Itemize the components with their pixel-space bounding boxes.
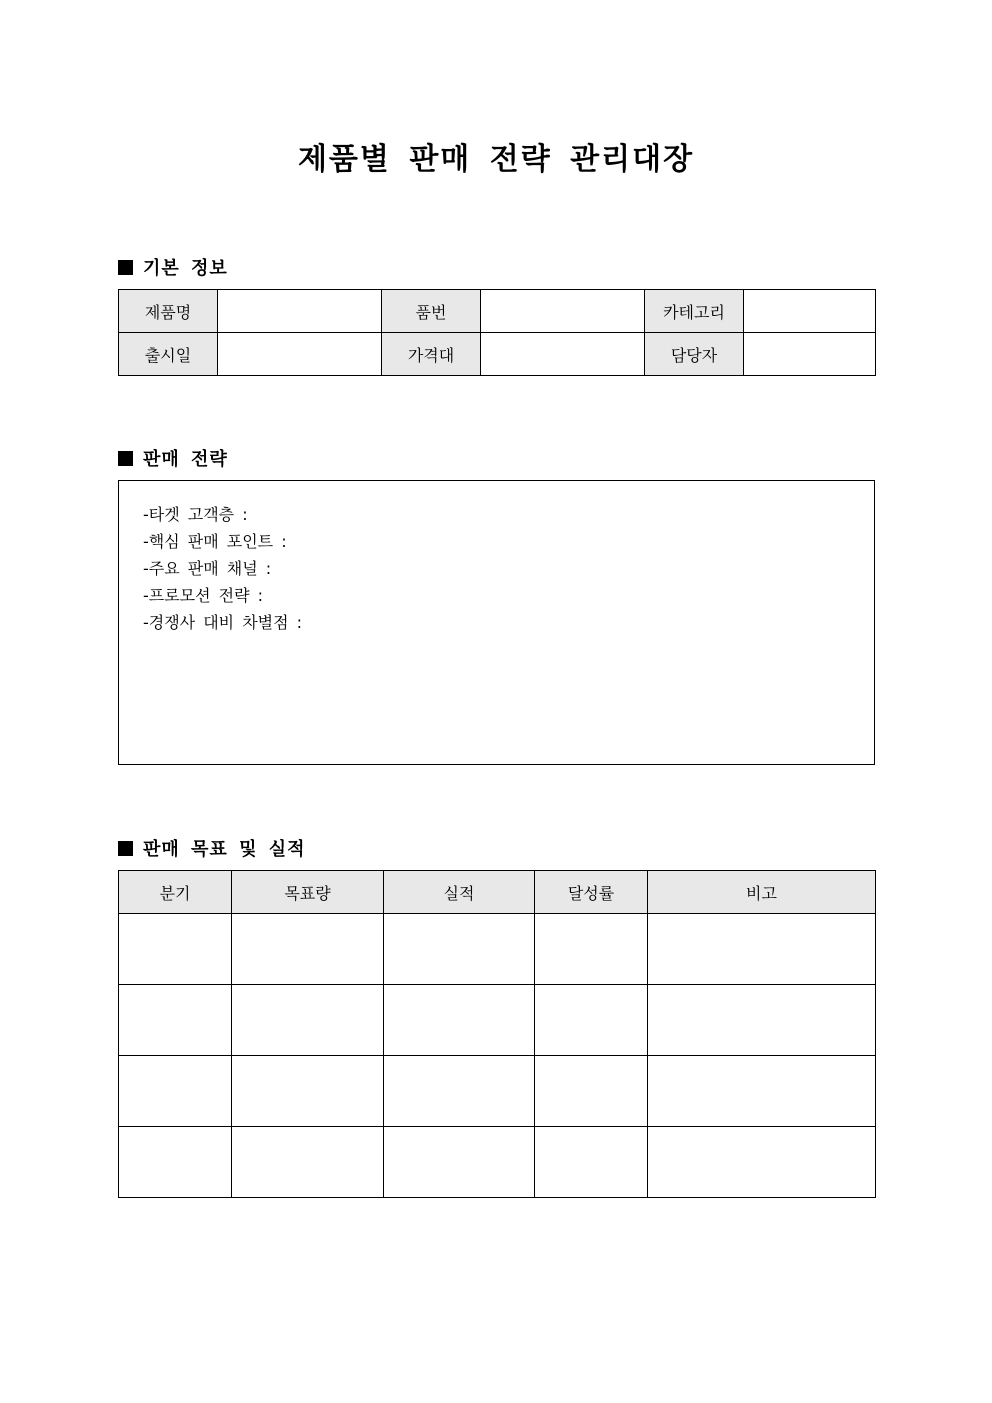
- release-date-field[interactable]: [218, 333, 382, 376]
- strategy-item-promotion: -프로모션 전략 :: [143, 586, 264, 605]
- release-date-label: 출시일: [119, 333, 218, 376]
- quarter-cell[interactable]: [119, 1127, 232, 1198]
- achievement-rate-cell[interactable]: [535, 914, 648, 985]
- remarks-cell[interactable]: [648, 985, 876, 1056]
- target-cell[interactable]: [232, 985, 384, 1056]
- table-row: [119, 333, 876, 376]
- goals-table: [118, 870, 876, 1198]
- column-header-quarter: 분기: [119, 871, 232, 914]
- basic-info-heading: [118, 254, 228, 280]
- category-field[interactable]: [744, 290, 876, 333]
- table-header-row: [119, 871, 876, 914]
- quarter-cell[interactable]: [119, 985, 232, 1056]
- quarter-cell[interactable]: [119, 1056, 232, 1127]
- target-cell[interactable]: [232, 914, 384, 985]
- product-name-label: 제품명: [119, 290, 218, 333]
- actual-cell[interactable]: [384, 914, 535, 985]
- price-range-label: 가격대: [382, 333, 481, 376]
- target-cell[interactable]: [232, 1127, 384, 1198]
- manager-label: 담당자: [645, 333, 744, 376]
- square-bullet-icon: [118, 841, 133, 856]
- achievement-rate-cell[interactable]: [535, 1056, 648, 1127]
- column-header-target: 목표량: [232, 871, 384, 914]
- strategy-list: [119, 481, 874, 636]
- goals-heading-text: 판매 목표 및 실적: [143, 839, 306, 860]
- table-row: [119, 290, 876, 333]
- product-name-field[interactable]: [218, 290, 382, 333]
- remarks-cell[interactable]: [648, 1127, 876, 1198]
- document-title: 제품별 판매 전략 관리대장: [297, 142, 695, 177]
- table-row: [119, 1127, 876, 1198]
- strategy-heading: [118, 445, 228, 471]
- strategy-item-target-customers: -타겟 고객층 :: [143, 505, 248, 524]
- remarks-cell[interactable]: [648, 1056, 876, 1127]
- actual-cell[interactable]: [384, 985, 535, 1056]
- basic-info-heading-text: 기본 정보: [143, 258, 228, 279]
- square-bullet-icon: [118, 260, 133, 275]
- remarks-cell[interactable]: [648, 914, 876, 985]
- square-bullet-icon: [118, 451, 133, 466]
- table-row: [119, 914, 876, 985]
- strategy-item-sales-channels: -주요 판매 채널 :: [143, 559, 272, 578]
- strategy-item-differentiation: -경쟁사 대비 차별점 :: [143, 613, 303, 632]
- column-header-achievement-rate: 달성률: [535, 871, 648, 914]
- actual-cell[interactable]: [384, 1056, 535, 1127]
- table-row: [119, 1056, 876, 1127]
- price-range-field[interactable]: [481, 333, 645, 376]
- actual-cell[interactable]: [384, 1127, 535, 1198]
- achievement-rate-cell[interactable]: [535, 1127, 648, 1198]
- column-header-remarks: 비고: [648, 871, 876, 914]
- strategy-item-key-selling-points: -핵심 판매 포인트 :: [143, 532, 287, 551]
- table-row: [119, 985, 876, 1056]
- target-cell[interactable]: [232, 1056, 384, 1127]
- goals-heading: [118, 835, 306, 861]
- item-number-label: 품번: [382, 290, 481, 333]
- strategy-heading-text: 판매 전략: [143, 449, 228, 470]
- manager-field[interactable]: [744, 333, 876, 376]
- column-header-actual: 실적: [384, 871, 535, 914]
- strategy-box[interactable]: [118, 480, 875, 765]
- quarter-cell[interactable]: [119, 914, 232, 985]
- basic-info-table: [118, 289, 876, 376]
- item-number-field[interactable]: [481, 290, 645, 333]
- category-label: 카테고리: [645, 290, 744, 333]
- achievement-rate-cell[interactable]: [535, 985, 648, 1056]
